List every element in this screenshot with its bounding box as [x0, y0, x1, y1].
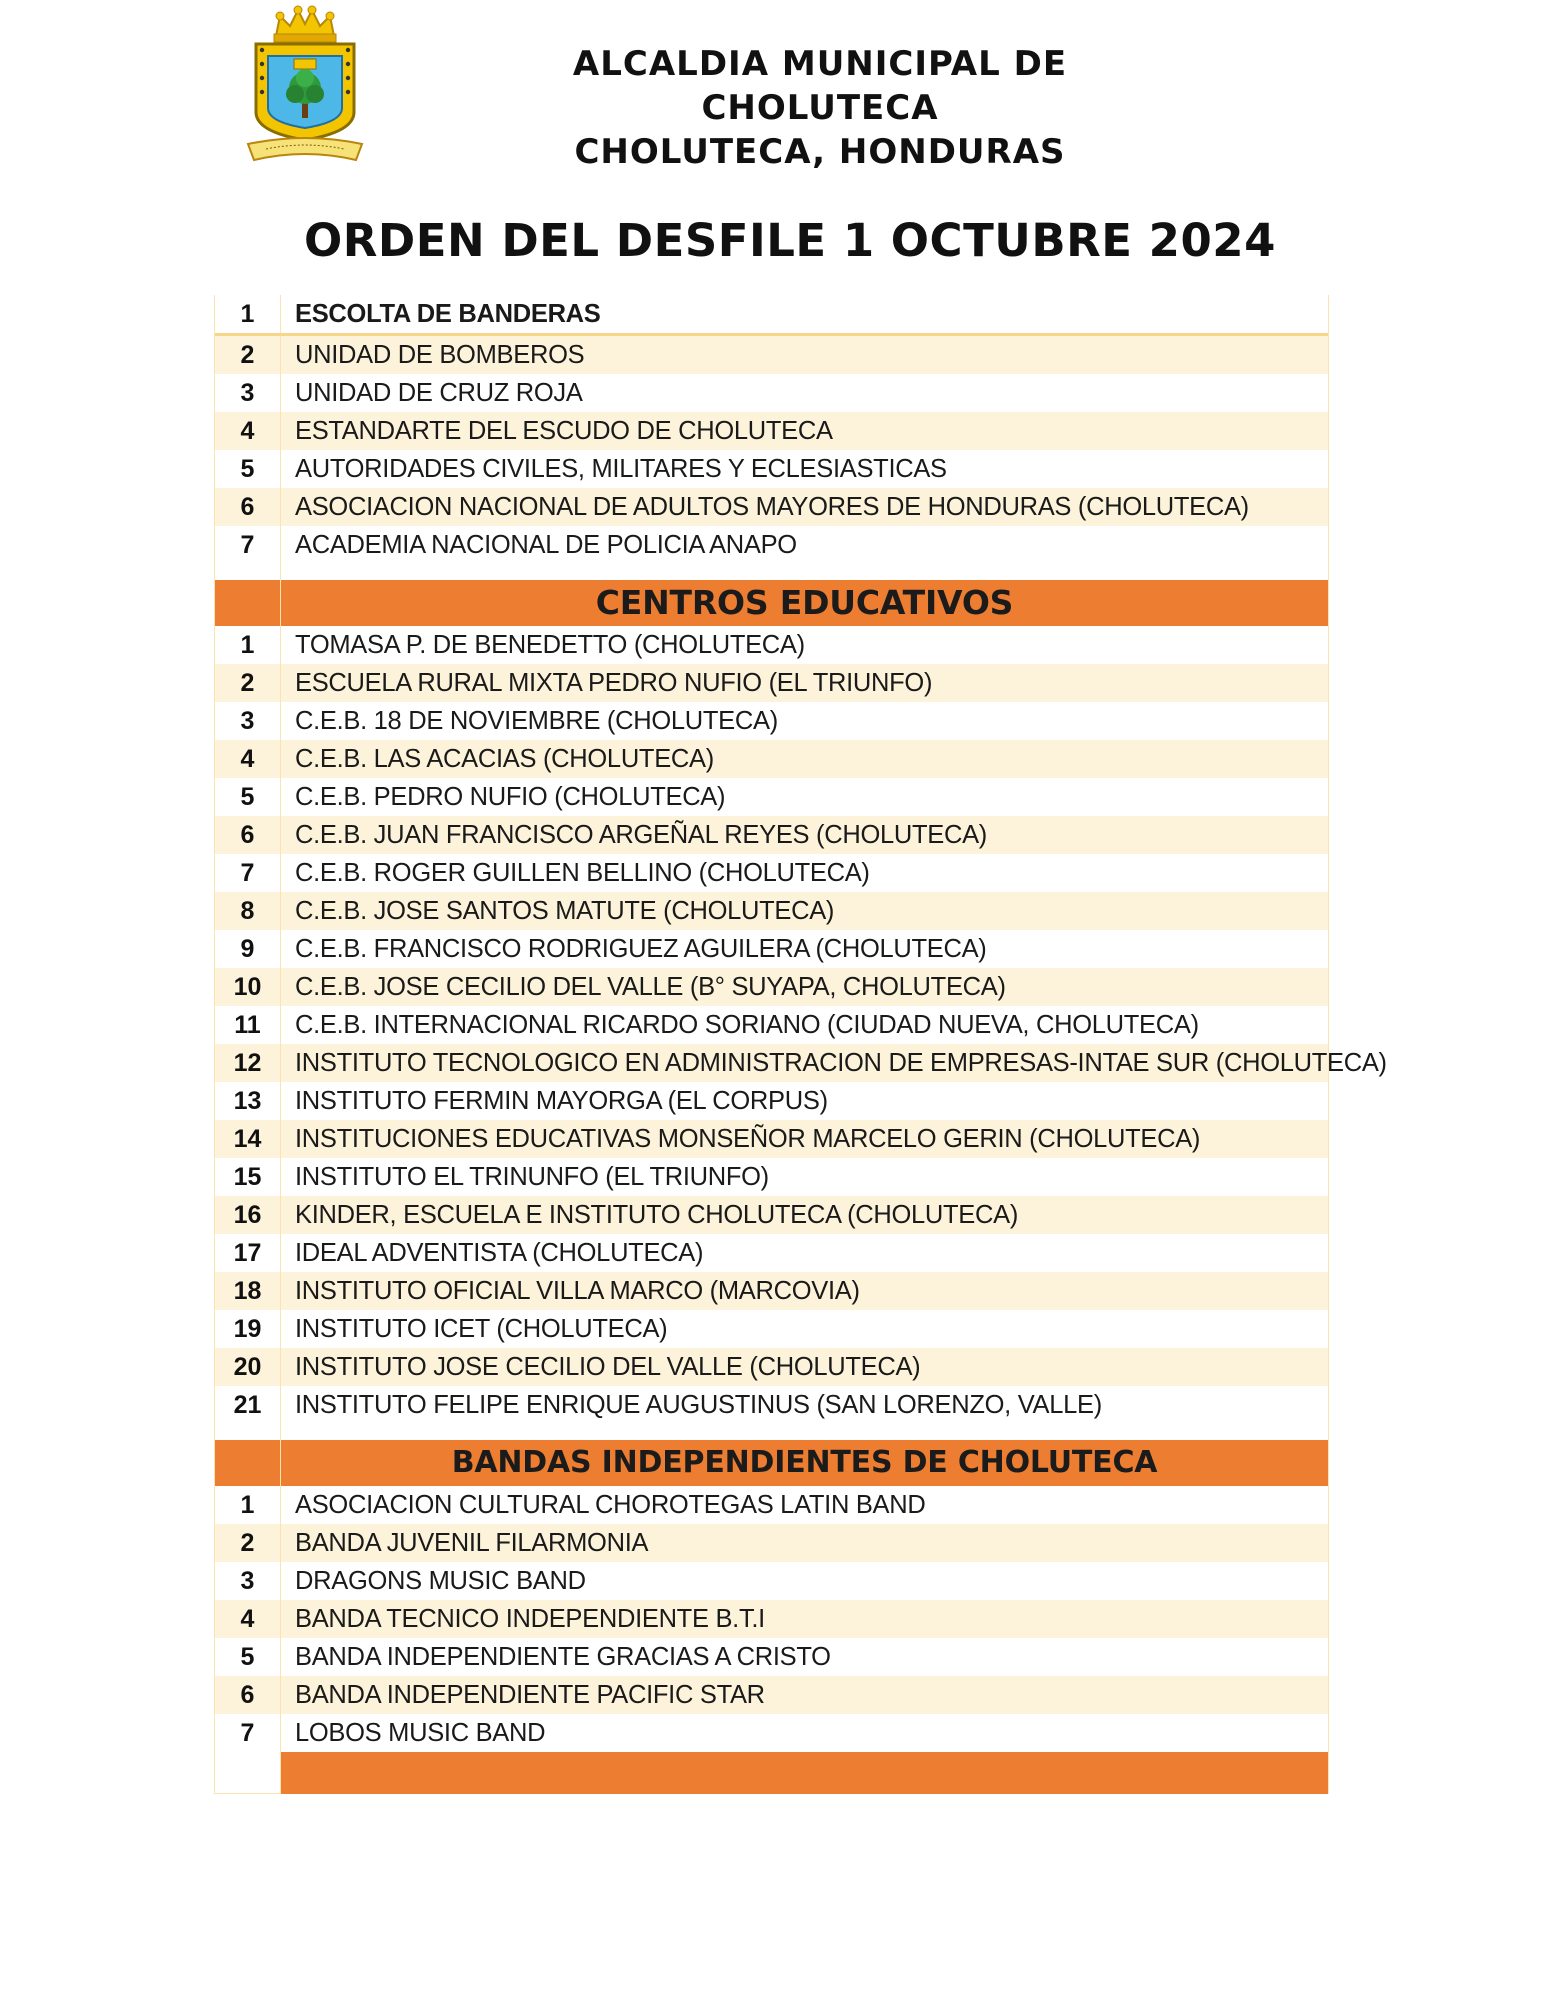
- row-name: C.E.B. INTERNACIONAL RICARDO SORIANO (CIUDAD NUEVA, CHOLUTECA): [295, 1010, 1199, 1039]
- table-row: [215, 626, 1328, 664]
- row-name: BANDA TECNICO INDEPENDIENTE B.T.I: [295, 1604, 765, 1633]
- table-row: [215, 1044, 1387, 1082]
- row-name: INSTITUTO FELIPE ENRIQUE AUGUSTINUS (SAN LORENZO, VALLE): [295, 1390, 1102, 1419]
- row-name: C.E.B. FRANCISCO RODRIGUEZ AGUILERA (CHOLUTECA): [295, 934, 987, 963]
- section-header-label: BANDAS INDEPENDIENTES DE CHOLUTECA: [281, 1440, 1328, 1486]
- table-row: [215, 374, 1328, 412]
- row-number: 10: [215, 968, 281, 1006]
- section-header-blank-cell: [215, 1440, 281, 1486]
- row-number: 15: [215, 1158, 281, 1196]
- row-name: UNIDAD DE BOMBEROS: [295, 340, 585, 369]
- table-row: [215, 1638, 1328, 1676]
- table-row: [215, 702, 1328, 740]
- municipal-crest-logo: [246, 4, 364, 162]
- parade-order-table: [214, 295, 1387, 1794]
- row-name: ESCUELA RURAL MIXTA PEDRO NUFIO (EL TRIUNFO): [295, 668, 933, 697]
- row-number: 5: [215, 1638, 281, 1676]
- table-row: [215, 1272, 1328, 1310]
- footer-blank-cell: [215, 1752, 281, 1794]
- row-number: 2: [215, 664, 281, 702]
- row-name: C.E.B. JUAN FRANCISCO ARGEÑAL REYES (CHOLUTECA): [295, 820, 987, 849]
- row-number: 11: [215, 1006, 281, 1044]
- table-row: [215, 295, 1328, 336]
- row-number: 20: [215, 1348, 281, 1386]
- row-number: 7: [215, 1714, 281, 1752]
- row-number: 6: [215, 1676, 281, 1714]
- row-name: TOMASA P. DE BENEDETTO (CHOLUTECA): [295, 630, 805, 659]
- row-number: 5: [215, 450, 281, 488]
- table-row: [215, 1714, 1328, 1752]
- row-name: UNIDAD DE CRUZ ROJA: [295, 378, 583, 407]
- table-row: [215, 892, 1328, 930]
- table-row: [215, 1676, 1328, 1714]
- table-row: [215, 778, 1328, 816]
- table-row: [215, 930, 1328, 968]
- row-name: LOBOS MUSIC BAND: [295, 1718, 546, 1747]
- row-number: 17: [215, 1234, 281, 1272]
- row-name: ESCOLTA DE BANDERAS: [295, 299, 601, 328]
- row-name: DRAGONS MUSIC BAND: [295, 1566, 586, 1595]
- table-row: [215, 1158, 1328, 1196]
- header-line-2: CHOLUTECA, HONDURAS: [574, 132, 1066, 172]
- row-number: 16: [215, 1196, 281, 1234]
- table-row: [215, 1120, 1328, 1158]
- spacer-cell: [215, 1424, 281, 1440]
- row-number: 2: [215, 1524, 281, 1562]
- table-row: [215, 1386, 1328, 1424]
- row-number: 19: [215, 1310, 281, 1348]
- row-number: 3: [215, 374, 281, 412]
- row-name: BANDA JUVENIL FILARMONIA: [295, 1528, 649, 1557]
- row-name: ASOCIACION CULTURAL CHOROTEGAS LATIN BAND: [295, 1490, 926, 1519]
- table-row: [215, 968, 1328, 1006]
- header-title: [480, 42, 1160, 174]
- row-number: 12: [215, 1044, 281, 1082]
- footer-orange-bar: [281, 1752, 1328, 1794]
- table-footer-row: [215, 1752, 1328, 1794]
- row-name: INSTITUTO JOSE CECILIO DEL VALLE (CHOLUTECA): [295, 1352, 921, 1381]
- row-name: C.E.B. PEDRO NUFIO (CHOLUTECA): [295, 782, 726, 811]
- table-spacer: [215, 564, 1328, 580]
- table-row: [215, 526, 1328, 564]
- row-number: 14: [215, 1120, 281, 1158]
- row-number: 1: [215, 1486, 281, 1524]
- table-spacer: [215, 1424, 1328, 1440]
- section-header-bandas-independientes: [215, 1440, 1328, 1486]
- row-name: INSTITUTO OFICIAL VILLA MARCO (MARCOVIA): [295, 1276, 860, 1305]
- row-name: BANDA INDEPENDIENTE GRACIAS A CRISTO: [295, 1642, 831, 1671]
- row-number: 6: [215, 488, 281, 526]
- header-line-1: ALCALDIA MUNICIPAL DE CHOLUTECA: [572, 44, 1068, 128]
- row-name: INSTITUTO FERMIN MAYORGA (EL CORPUS): [295, 1086, 828, 1115]
- row-number: 1: [215, 626, 281, 664]
- row-number: 5: [215, 778, 281, 816]
- table-row: [215, 1486, 1328, 1524]
- row-number: 2: [215, 336, 281, 374]
- row-number: 7: [215, 854, 281, 892]
- row-number: 21: [215, 1386, 281, 1424]
- row-name: ASOCIACION NACIONAL DE ADULTOS MAYORES DE HONDURAS (CHOLUTECA): [295, 492, 1249, 521]
- table-row: [215, 1234, 1328, 1272]
- row-name: IDEAL ADVENTISTA (CHOLUTECA): [295, 1238, 704, 1267]
- row-name: ACADEMIA NACIONAL DE POLICIA ANAPO: [295, 530, 797, 559]
- row-name: AUTORIDADES CIVILES, MILITARES Y ECLESIASTICAS: [295, 454, 947, 483]
- table-row: [215, 1082, 1328, 1120]
- table-row: [215, 450, 1328, 488]
- row-number: 4: [215, 740, 281, 778]
- table-row: [215, 1562, 1328, 1600]
- table-row: [215, 1524, 1328, 1562]
- row-name: C.E.B. JOSE CECILIO DEL VALLE (B° SUYAPA, CHOLUTECA): [295, 972, 1006, 1001]
- row-name: INSTITUTO ICET (CHOLUTECA): [295, 1314, 668, 1343]
- row-name: BANDA INDEPENDIENTE PACIFIC STAR: [295, 1680, 765, 1709]
- row-number: 3: [215, 1562, 281, 1600]
- table-row: [215, 336, 1328, 374]
- row-number: 13: [215, 1082, 281, 1120]
- section-header-label: CENTROS EDUCATIVOS: [281, 580, 1328, 626]
- table-row: [215, 1310, 1328, 1348]
- table-row: [215, 854, 1328, 892]
- row-number: 6: [215, 816, 281, 854]
- row-name: ESTANDARTE DEL ESCUDO DE CHOLUTECA: [295, 416, 833, 445]
- table-row: [215, 816, 1328, 854]
- row-name: C.E.B. LAS ACACIAS (CHOLUTECA): [295, 744, 714, 773]
- table-row: [215, 1600, 1328, 1638]
- row-number: 9: [215, 930, 281, 968]
- table-row: [215, 1006, 1328, 1044]
- document-title: ORDEN DEL DESFILE 1 OCTUBRE 2024: [304, 214, 1276, 267]
- row-name: INSTITUCIONES EDUCATIVAS MONSEÑOR MARCELO GERIN (CHOLUTECA): [295, 1124, 1201, 1153]
- table-row: [215, 488, 1328, 526]
- row-number: 4: [215, 1600, 281, 1638]
- section-header-blank-cell: [215, 580, 281, 626]
- row-number: 7: [215, 526, 281, 564]
- row-number: 1: [215, 295, 281, 333]
- row-number: 3: [215, 702, 281, 740]
- row-name: C.E.B. 18 DE NOVIEMBRE (CHOLUTECA): [295, 706, 778, 735]
- table-row: [215, 664, 1328, 702]
- section-header-centros-educativos: [215, 580, 1328, 626]
- table-row: [215, 740, 1328, 778]
- table-row: [215, 1196, 1328, 1234]
- row-name: INSTITUTO TECNOLOGICO EN ADMINISTRACION DE EMPRESAS-INTAE SUR (CHOLUTECA): [295, 1048, 1387, 1077]
- row-name: INSTITUTO EL TRINUNFO (EL TRIUNFO): [295, 1162, 769, 1191]
- table-row: [215, 1348, 1328, 1386]
- row-number: 18: [215, 1272, 281, 1310]
- row-name: C.E.B. JOSE SANTOS MATUTE (CHOLUTECA): [295, 896, 835, 925]
- row-number: 8: [215, 892, 281, 930]
- table-row: [215, 412, 1328, 450]
- row-number: 4: [215, 412, 281, 450]
- row-name: KINDER, ESCUELA E INSTITUTO CHOLUTECA (CHOLUTECA): [295, 1200, 1019, 1229]
- row-name: C.E.B. ROGER GUILLEN BELLINO (CHOLUTECA): [295, 858, 870, 887]
- spacer-cell: [215, 564, 281, 580]
